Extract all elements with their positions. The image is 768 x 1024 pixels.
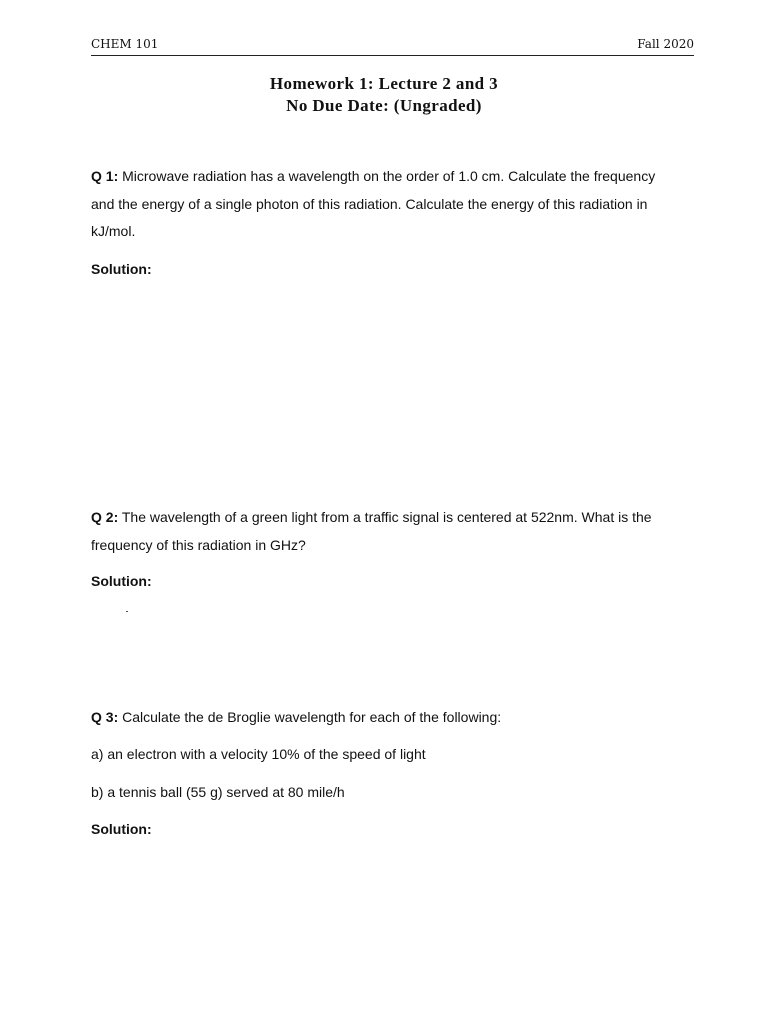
question-3-label: Q 3:: [91, 709, 119, 725]
question-3: [91, 704, 681, 732]
question-2-solution-label: Solution:: [91, 573, 152, 589]
question-1-label: Q 1:: [91, 168, 119, 184]
question-1-line-3: kJ/mol.: [91, 223, 136, 239]
question-1-solution-label: Solution:: [91, 261, 152, 277]
page-header: [91, 37, 694, 56]
question-1: [91, 163, 681, 246]
due-date-subtitle: No Due Date: (Ungraded): [286, 96, 482, 115]
question-1-line-2: and the energy of a single photon of this radiation. Calculate the energy of this radiation in: [91, 195, 648, 212]
question-2-label: Q 2:: [91, 509, 119, 525]
question-3-text-1: Calculate the de Broglie wavelength for each of the following:: [122, 709, 502, 725]
question-3-part-a: a) an electron with a velocity 10% of the speed of light: [91, 746, 426, 762]
homework-title: Homework 1: Lecture 2 and 3: [269, 74, 499, 93]
course-code: CHEM 101: [91, 37, 159, 51]
question-1-line-1: [91, 163, 681, 191]
question-2-text-1: The wavelength of a green light from a traffic signal is centered at 522nm. What is the: [121, 509, 652, 525]
question-3-part-b: b) a tennis ball (55 g) served at 80 mile/h: [91, 784, 345, 800]
stray-mark: [126, 611, 128, 612]
question-3-solution-label: Solution:: [91, 821, 152, 837]
question-2: [91, 504, 681, 559]
term-label: Fall 2020: [637, 37, 694, 51]
question-2-line-1: [91, 504, 681, 532]
question-1-text-1: Microwave radiation has a wavelength on the order of 1.0 cm. Calculate the frequency: [122, 168, 656, 184]
question-2-line-2: frequency of this radiation in GHz?: [91, 536, 306, 553]
